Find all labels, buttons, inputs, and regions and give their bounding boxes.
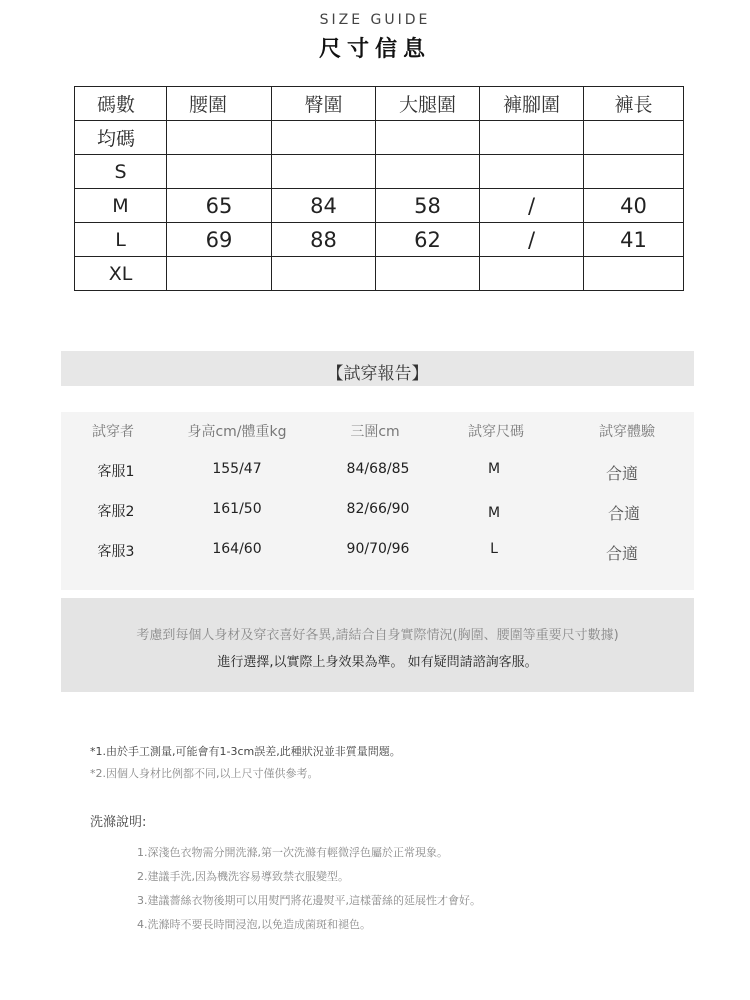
- table-cell: M: [487, 461, 501, 477]
- header-size: 碼數: [75, 87, 167, 121]
- table-cell: 164/60: [212, 541, 262, 557]
- wash-title: 洗滌說明:: [90, 815, 147, 830]
- header-length: 褲長: [584, 87, 684, 121]
- table-cell: 88: [272, 223, 376, 257]
- table-cell: L: [490, 541, 498, 557]
- size-guide-title-en: SIZE GUIDE: [319, 12, 431, 28]
- table-cell: 客服2: [97, 504, 135, 520]
- measure-note: *1.由於手工測量,可能會有1-3cm誤差,此種狀況並非質量問題。: [90, 745, 401, 758]
- notice-box: [61, 598, 694, 692]
- table-row: [61, 501, 694, 523]
- header-waist: 腰圍: [167, 87, 272, 121]
- size-label: S: [75, 155, 167, 189]
- trial-report-title: 【試穿報告】: [326, 364, 429, 384]
- table-cell: [376, 257, 480, 291]
- table-cell: [480, 257, 584, 291]
- table-cell: 41: [584, 223, 684, 257]
- header-thigh: 大腿圍: [376, 87, 480, 121]
- table-cell: 155/47: [212, 461, 262, 477]
- table-row: [75, 189, 684, 223]
- wash-item: 4.洗滌時不要長時間浸泡,以免造成菌斑和褪色。: [137, 918, 371, 931]
- table-cell: [167, 155, 272, 189]
- size-label: M: [75, 189, 167, 223]
- table-cell: [167, 257, 272, 291]
- table-cell: 65: [167, 189, 272, 223]
- table-cell: [584, 257, 684, 291]
- table-cell: 82/66/90: [346, 501, 410, 517]
- table-cell: 161/50: [212, 501, 262, 517]
- table-row: [75, 257, 684, 291]
- table-cell: [584, 121, 684, 155]
- table-cell: [272, 121, 376, 155]
- wash-item: 2.建議手洗,因為機洗容易導致禁衣服變型。: [137, 870, 349, 883]
- table-row: [75, 223, 684, 257]
- trial-header-cell: 試穿尺碼: [468, 424, 524, 440]
- table-row: [75, 155, 684, 189]
- table-cell: /: [480, 223, 584, 257]
- table-cell: 客服1: [97, 464, 135, 480]
- table-cell: 84: [272, 189, 376, 223]
- table-cell: 40: [584, 189, 684, 223]
- table-cell: 69: [167, 223, 272, 257]
- table-row: [75, 121, 684, 155]
- table-cell: [376, 121, 480, 155]
- table-row: [61, 461, 694, 483]
- trial-header-row: [61, 421, 694, 443]
- table-cell: [480, 121, 584, 155]
- table-cell: [167, 121, 272, 155]
- table-cell: 90/70/96: [346, 541, 410, 557]
- notice-line-2: 進行選擇,以實際上身效果為準。 如有疑問請諮詢客服。: [217, 655, 538, 670]
- size-label: L: [75, 223, 167, 257]
- size-table: [74, 86, 684, 291]
- size-table-header-row: [75, 87, 684, 121]
- table-cell: 合適: [605, 464, 639, 483]
- trial-header-cell: 身高cm/體重kg: [187, 424, 287, 440]
- trial-header-cell: 三圍cm: [350, 424, 400, 440]
- trial-report-panel: [61, 412, 694, 590]
- table-cell: 84/68/85: [346, 461, 410, 477]
- table-cell: 62: [376, 223, 480, 257]
- table-cell: 合適: [605, 544, 639, 563]
- trial-header-cell: 試穿體驗: [599, 424, 655, 440]
- table-cell: [584, 155, 684, 189]
- table-cell: [376, 155, 480, 189]
- header-hip: 臀圍: [272, 87, 376, 121]
- header-hem: 褲腳圍: [480, 87, 584, 121]
- size-label: XL: [75, 257, 167, 291]
- size-guide-title-zh: 尺寸信息: [318, 37, 431, 62]
- reference-note: *2.因個人身材比例都不同,以上尺寸僅供參考。: [90, 767, 319, 780]
- table-cell: 58: [376, 189, 480, 223]
- table-cell: M: [487, 505, 501, 521]
- table-cell: [272, 257, 376, 291]
- wash-item: 3.建議薔絲衣物後期可以用熨鬥將花邊熨平,這樣蕾絲的延展性才會好。: [137, 894, 481, 907]
- table-cell: [272, 155, 376, 189]
- size-label: 均碼: [75, 121, 167, 155]
- table-cell: 客服3: [97, 544, 135, 560]
- wash-item: 1.深淺色衣物需分開洗滌,第一次洗滌有輕微浮色屬於正常現象。: [137, 846, 448, 859]
- table-row: [61, 541, 694, 563]
- table-cell: /: [480, 189, 584, 223]
- trial-report-title-bar: [61, 351, 694, 386]
- trial-header-cell: 試穿者: [92, 424, 134, 440]
- notice-line-1: 考慮到每個人身材及穿衣喜好各異,請結合自身實際情況(胸圍、腰圍等重要尺寸數據): [136, 628, 619, 643]
- table-cell: [480, 155, 584, 189]
- table-cell: 合適: [607, 504, 641, 523]
